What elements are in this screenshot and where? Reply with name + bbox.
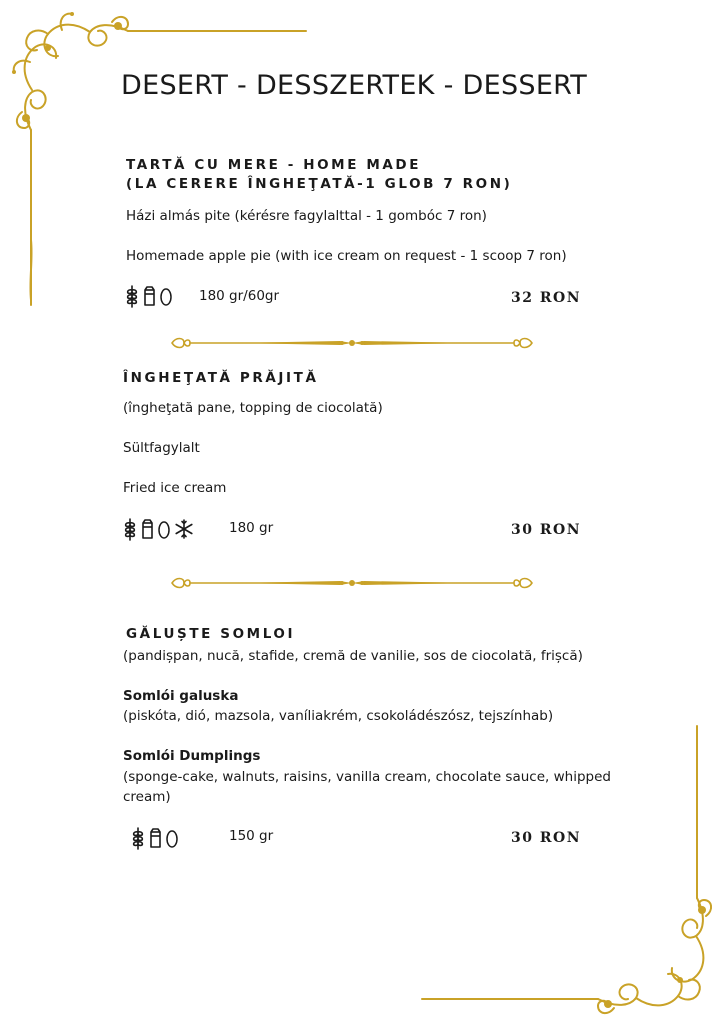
item-title-line: TARTĂ CU MERE - HOME MADE	[126, 157, 422, 173]
item-price: 30 RON	[511, 830, 581, 846]
wheat-icon	[125, 284, 139, 308]
item-title	[123, 369, 319, 388]
item-price: 32 RON	[511, 290, 581, 306]
frozen-icon	[174, 517, 194, 541]
milk-icon	[148, 826, 162, 850]
item-title-line: GĂLUȘTE SOMLOI	[126, 626, 296, 642]
egg-icon	[165, 826, 179, 850]
item-weight: 180 gr/60gr	[199, 288, 280, 304]
item-description: Sültfagylalt	[123, 440, 200, 456]
wheat-icon	[123, 517, 137, 541]
item-subtitle: Somlói galuska	[123, 688, 239, 704]
egg-icon	[157, 517, 171, 541]
item-title	[126, 625, 295, 644]
allergen-icons	[123, 517, 194, 541]
allergen-icons	[125, 284, 173, 308]
item-description: Fried ice cream	[123, 480, 227, 496]
item-description: (sponge-cake, walnuts, raisins, vanilla cream, chocolate sauce, whipped	[123, 769, 611, 785]
item-weight: 180 gr	[229, 520, 274, 536]
item-description: Homemade apple pie (with ice cream on request - 1 scoop 7 ron)	[126, 248, 567, 264]
item-description: (îngheţată pane, topping de ciocolată)	[123, 400, 383, 416]
item-title-line: (LA CERERE ÎNGHEŢATĂ-1 GLOB 7 RON)	[126, 176, 513, 192]
ornamental-divider	[170, 335, 534, 351]
item-description: (piskóta, dió, mazsola, vaníliakrém, csokoládészósz, tejszínhab)	[123, 708, 554, 724]
item-weight: 150 gr	[229, 828, 274, 844]
wheat-icon	[131, 826, 145, 850]
item-subtitle: Somlói Dumplings	[123, 748, 261, 764]
allergen-icons	[131, 826, 179, 850]
item-description: cream)	[123, 789, 171, 805]
milk-icon	[142, 284, 156, 308]
item-price: 30 RON	[511, 522, 581, 538]
egg-icon	[159, 284, 173, 308]
ornamental-divider	[170, 575, 534, 591]
item-description: (pandișpan, nucă, stafide, cremă de vanilie, sos de ciocolată, frișcă)	[123, 648, 583, 664]
milk-icon	[140, 517, 154, 541]
item-title	[126, 156, 512, 194]
item-title-line: ÎNGHEŢATĂ PRĂJITĂ	[123, 370, 319, 386]
page-title: DESERT - DESSZERTEK - DESSERT	[121, 70, 588, 101]
item-description: Házi almás pite (kérésre fagylalttal - 1 gombóc 7 ron)	[126, 208, 487, 224]
